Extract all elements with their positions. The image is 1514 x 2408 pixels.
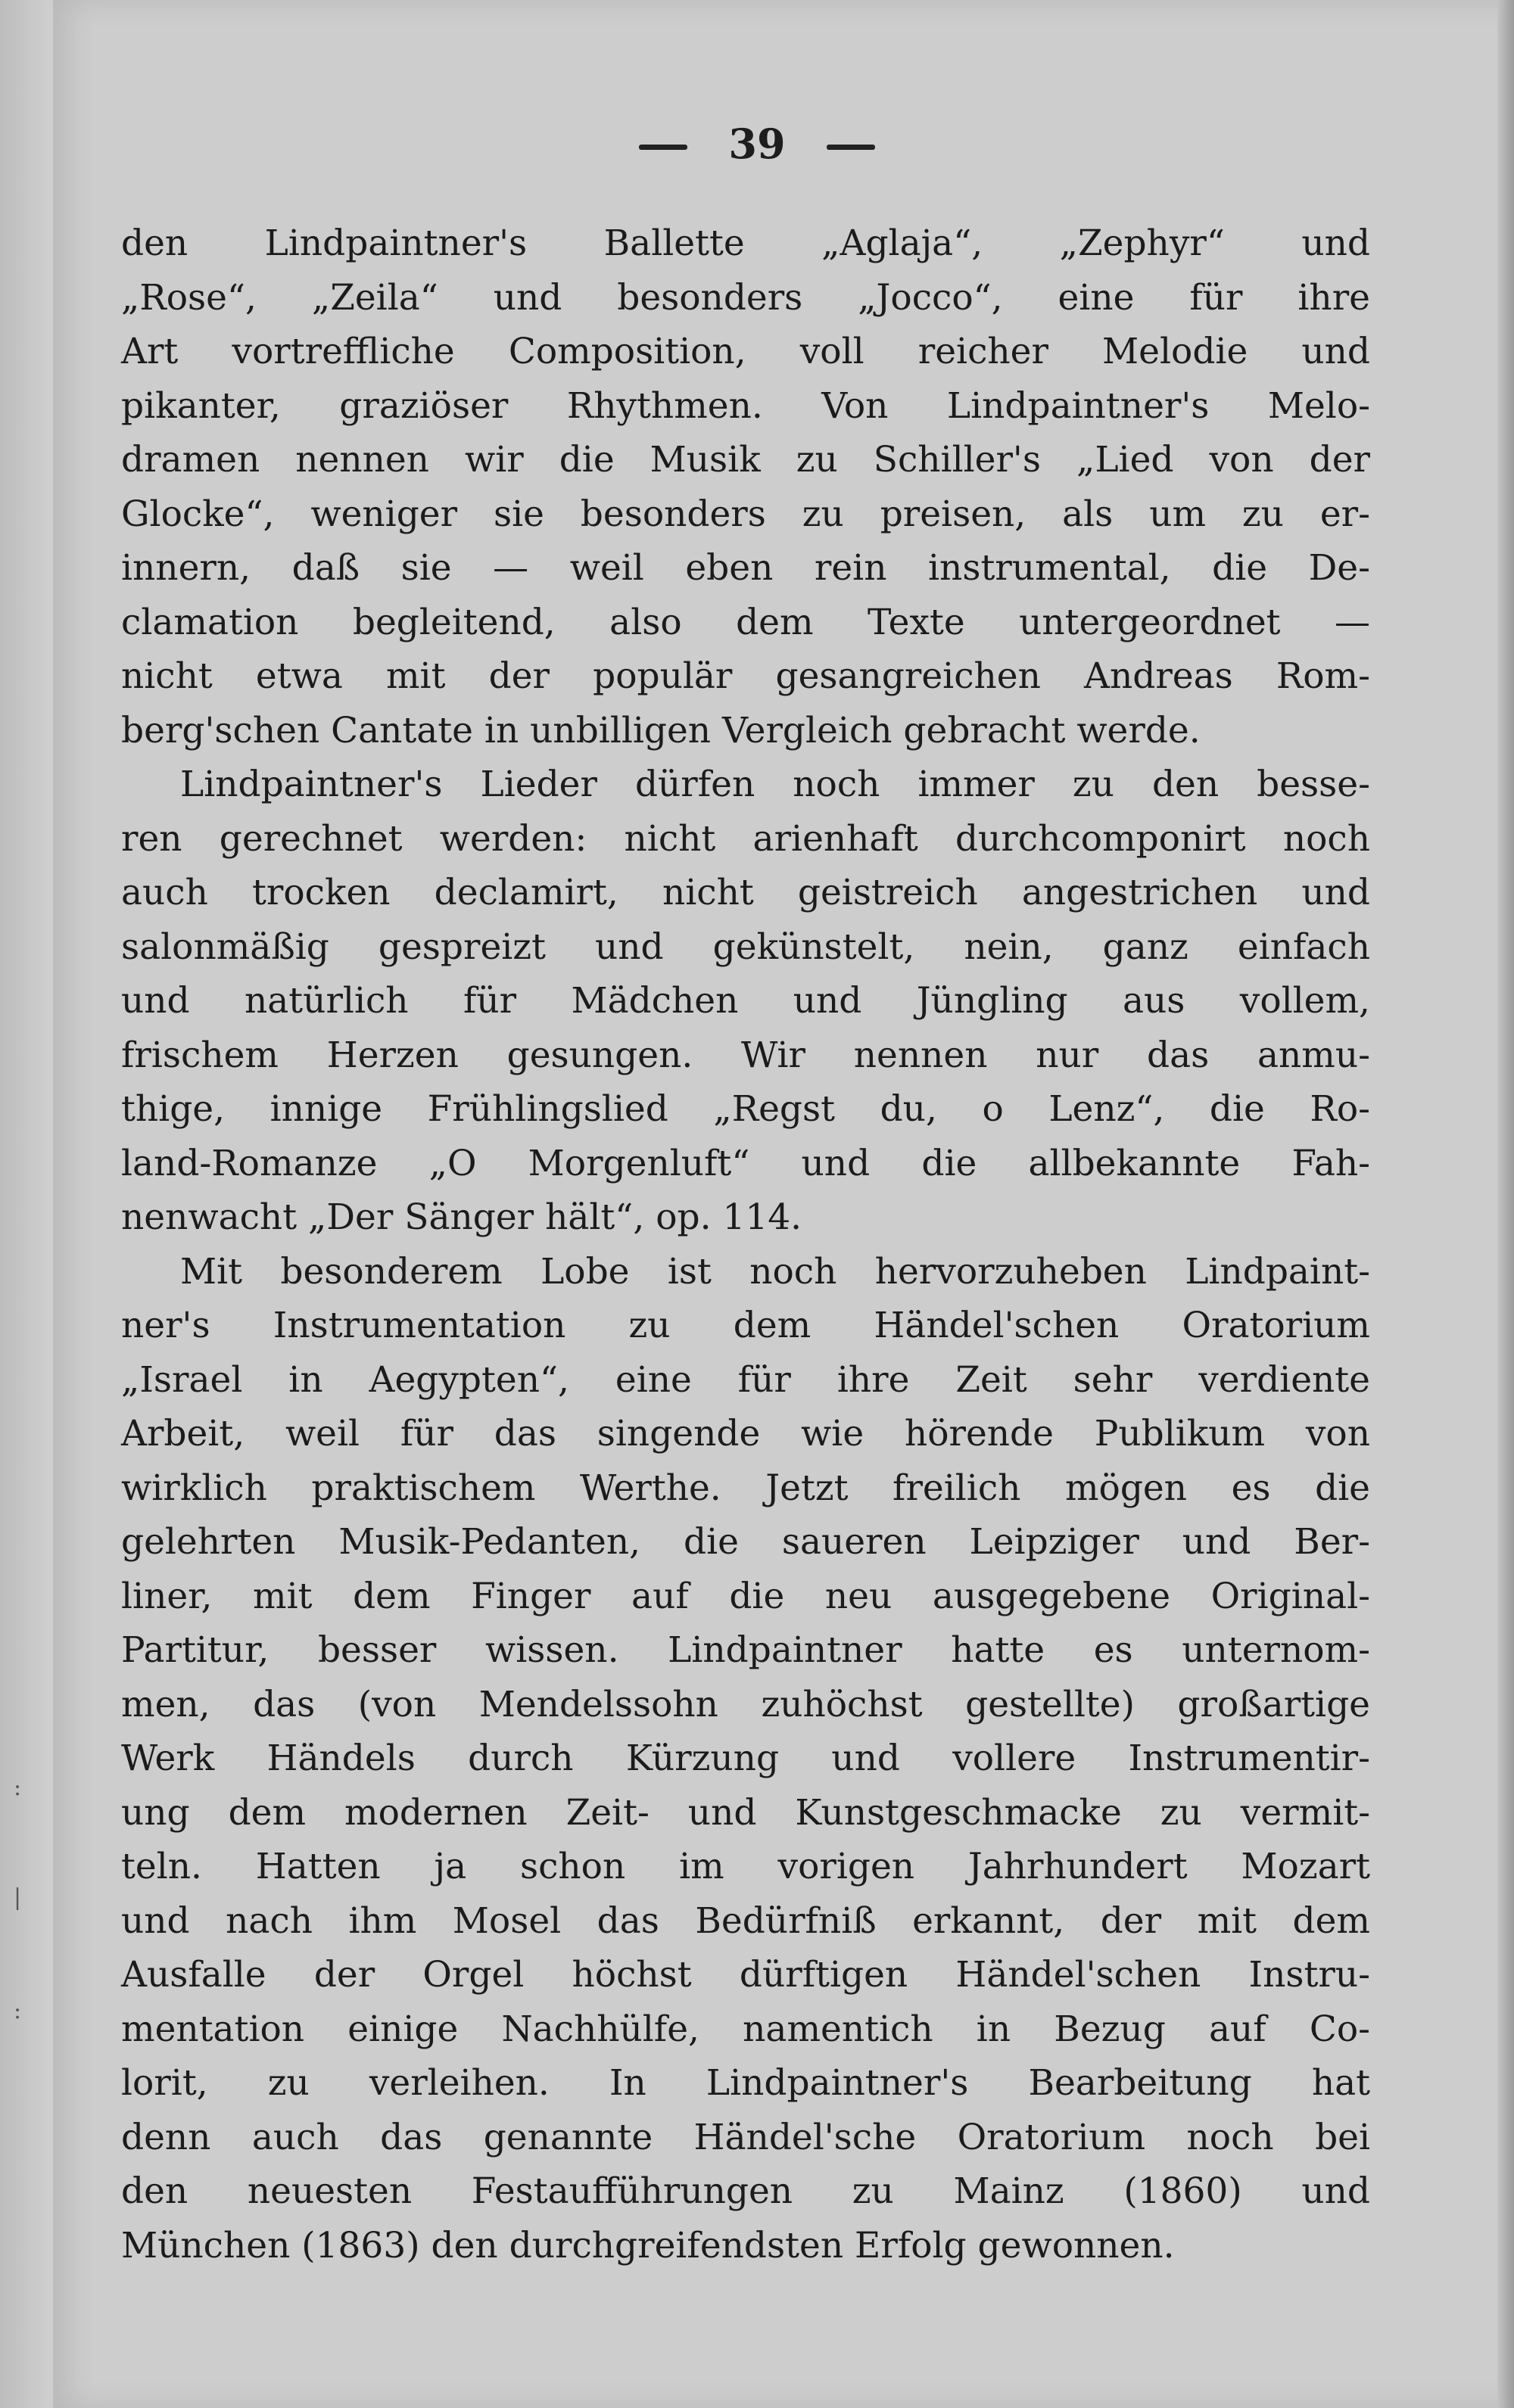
edge-mark: | <box>14 1884 22 1911</box>
text-line: wirklich praktischem Werthe. Jetzt freilich mögen es die <box>121 1467 1370 1509</box>
text-line: Werk Händels durch Kürzung und vollere Instrumentir- <box>121 1738 1370 1779</box>
text-line: berg'schen Cantate in unbilligen Vergleich gebracht werde. <box>121 709 1201 751</box>
edge-mark: : <box>14 1775 22 1801</box>
text-line: gelehrten Musik-Pedanten, die saueren Leipziger und Ber- <box>121 1521 1370 1563</box>
text-line: Mit besonderem Lobe ist noch hervorzuheben Lindpaint- <box>180 1250 1370 1293</box>
text-line: den Lindpaintner's Ballette „Aglaja“, „Zephyr“ und <box>121 222 1370 264</box>
text-line: Arbeit, weil für das singende wie hörende Publikum von <box>121 1413 1370 1454</box>
text-line: Lindpaintner's Lieder dürfen noch immer zu den besse- <box>180 764 1370 805</box>
text-line: „Israel in Aegypten“, eine für ihre Zeit sehr verdiente <box>121 1358 1370 1401</box>
body-text <box>121 216 1370 2273</box>
page-header <box>0 120 1514 168</box>
text-line: Ausfalle der Orgel höchst dürftigen Händel'schen Instru- <box>121 1954 1370 1996</box>
text-line: ren gerechnet werden: nicht arienhaft durchcomponirt noch <box>121 817 1370 860</box>
header-dash-left <box>639 145 687 150</box>
text-line: salonmäßig gespreizt und gekünstelt, nein, ganz einfach <box>121 926 1370 968</box>
text-line: ner's Instrumentation zu dem Händel'schen Oratorium <box>121 1305 1370 1346</box>
text-line: frischem Herzen gesungen. Wir nennen nur das anmu- <box>121 1034 1370 1076</box>
edge-mark: : <box>14 1998 22 2024</box>
text-line: „Rose“, „Zeila“ und besonders „Jocco“, eine für ihre <box>121 276 1370 319</box>
text-line: thige, innige Frühlingslied „Regst du, o Lenz“, die Ro- <box>121 1088 1370 1130</box>
text-line: land-Romanze „O Morgenluft“ und die allbekannte Fah- <box>121 1142 1370 1184</box>
page-gutter <box>0 0 53 2408</box>
text-line: lorit, zu verleihen. In Lindpaintner's Bearbeitung hat <box>121 2062 1370 2104</box>
text-line: auch trocken declamirt, nicht geistreich angestrichen und <box>121 872 1370 913</box>
text-line: Glocke“, weniger sie besonders zu preisen, als um zu er- <box>121 493 1370 535</box>
text-line: liner, mit dem Finger auf die neu ausgegebene Original- <box>121 1575 1370 1617</box>
text-line: pikanter, graziöser Rhythmen. Von Lindpaintner's Melo- <box>121 384 1370 427</box>
text-line: men, das (von Mendelssohn zuhöchst gestellte) großartige <box>121 1683 1370 1725</box>
text-line: Art vortreffliche Composition, voll reicher Melodie und <box>121 331 1370 372</box>
text-line: mentation einige Nachhülfe, namentich in Bezug auf Co- <box>121 2008 1370 2050</box>
text-line: nenwacht „Der Sänger hält“, op. 114. <box>121 1196 802 1238</box>
text-line: teln. Hatten ja schon im vorigen Jahrhundert Mozart <box>121 1846 1370 1887</box>
text-line: und nach ihm Mosel das Bedürfniß erkannt, der mit dem <box>121 1899 1370 1942</box>
text-line: nicht etwa mit der populär gesangreichen Andreas Rom- <box>121 655 1370 697</box>
text-line: dramen nennen wir die Musik zu Schiller's „Lied von der <box>121 439 1370 481</box>
text-line: München (1863) den durchgreifendsten Erfolg gewonnen. <box>121 2224 1175 2266</box>
text-line: clamation begleitend, also dem Texte untergeordnet — <box>121 601 1370 643</box>
text-line: den neuesten Festaufführungen zu Mainz (1860) und <box>121 2170 1370 2212</box>
text-line: denn auch das genannte Händel'sche Oratorium noch bei <box>121 2116 1370 2158</box>
page-edge <box>1497 0 1514 2408</box>
text-line: innern, daß sie — weil eben rein instrumental, die De- <box>121 547 1370 589</box>
text-line: Partitur, besser wissen. Lindpaintner hatte es unternom- <box>121 1629 1370 1671</box>
header-dash-right <box>827 145 875 150</box>
page-number: 39 <box>728 120 786 168</box>
text-line: und natürlich für Mädchen und Jüngling aus vollem, <box>121 980 1370 1022</box>
text-line: ung dem modernen Zeit- und Kunstgeschmacke zu vermit- <box>121 1791 1370 1834</box>
